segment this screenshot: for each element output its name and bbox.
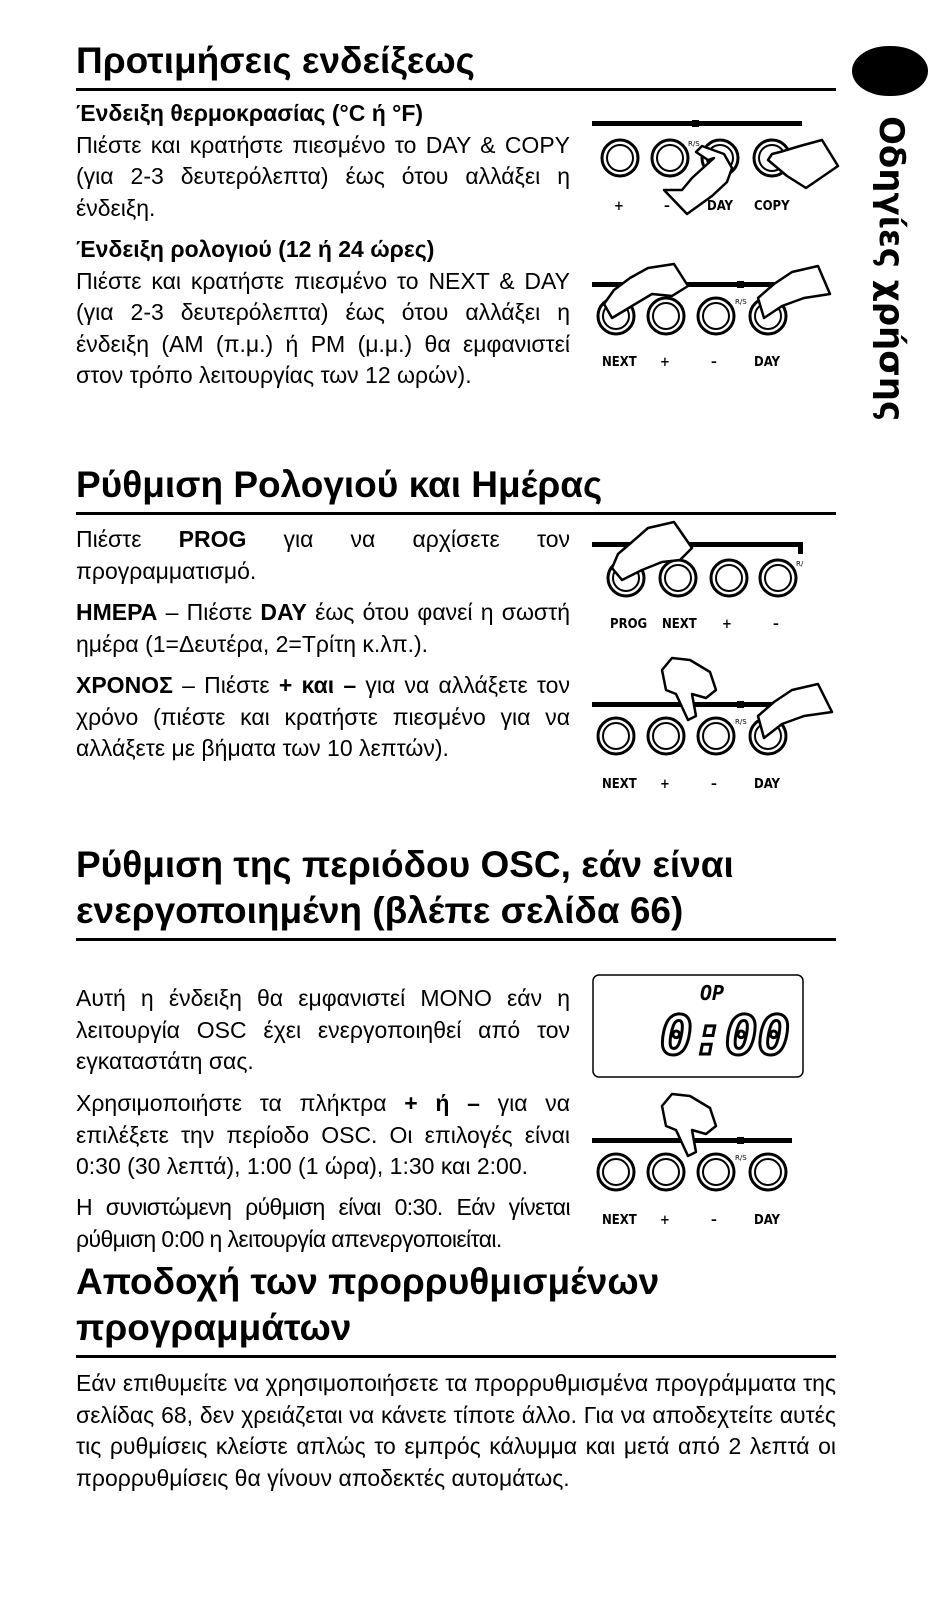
temperature-display-block [76,98,570,224]
plus-minus-keys: + ή – [404,1090,480,1116]
clock-display-heading: Ένδειξη ρολογιού (12 ή 24 ώρες) [76,236,435,262]
plus-minus-keys: + και – [278,672,357,698]
label-minus: – [711,777,717,792]
rs-label: R/S [735,718,747,726]
osc-paragraph-1: Αυτή η ένδειξη θα εμφανιστεί ΜΟΝΟ εάν η λειτουργία OSC έχει ενεργοποιηθεί από τον εγκαταστάτη σας. [76,985,570,1074]
temperature-display-heading: Ένδειξη θερμοκρασίας (°C ή °F) [76,100,424,126]
label-plus: + [660,355,670,370]
label-plus: + [722,617,732,632]
day-key-name: DAY [260,599,307,625]
side-tab-label: Οδηγίες χρήσης [871,116,911,422]
text: για να αλλάξετε τον χρόνο (πιέστε και κρατήστε πιεσμένο για να αλλάξετε με βήματα των 10 λεπτών). [76,672,570,761]
label-plus: + [660,777,670,792]
section-title-accept-presets: Αποδοχή των προρρυθμισμένων προγραμμάτων [76,1259,836,1358]
rs-label: R/S [688,140,700,148]
day-heading: ΗΜΕΡΑ [76,599,158,625]
section-title-clock-day: Ρύθμιση Ρολογιού και Ημέρας [76,462,836,515]
pointing-hand-icon [758,266,830,318]
pointing-hand-icon [662,1094,716,1156]
label-prog: PROG [610,617,648,632]
label-minus: – [773,617,779,632]
rs-label: R/S [735,298,747,306]
label-next: NEXT [602,1213,637,1228]
label-day: DAY [754,1213,780,1228]
label-minus: – [664,199,670,214]
pointing-hand-icon [662,658,716,720]
text: έως ότου φανεί η σωστή ημέρα (1=Δευτέρα, 2=Τρίτη κ.λπ.). [76,599,570,657]
time-heading: ΧΡΟΝΟΣ [76,672,173,698]
illustration-day-copy [592,118,842,218]
text: – Πιέστε [157,599,261,625]
lcd-time-text: 0:00 [660,1004,791,1067]
clock-display-block [76,234,570,392]
pointing-hand-icon [758,684,832,738]
label-next: NEXT [662,617,697,632]
accept-presets-paragraph: Εάν επιθυμείτε να χρησιμοποιήσετε τα προρρυθμισμένα προγράμματα της σελίδας 68, δεν χρειάζεται να κάνετε τίποτε άλλο. Για να αποδεχτείτε αυτές τις ρυθμίσεις κλείστε απλώς το εμπρός κάλυμμα και μετά από 2 λεπτά οι προρρυθμίσεις θα γίνουν αποδεκτές αυτομάτως. [76,1370,836,1491]
text: Πιέστε [76,526,179,552]
section-title-display-preferences: Προτιμήσεις ενδείξεως [76,38,836,91]
illustration-prog [592,520,832,635]
label-next: NEXT [602,777,637,792]
label-day: DAY [754,777,780,792]
temperature-display-text: Πιέστε και κρατήστε πιεσμένο το DAY & COPY (για 2-3 δευτερόλεπτα) έως ότου αλλάξει η ένδειξη. [76,131,570,221]
prog-key-name: PROG [178,526,247,552]
time-instruction [76,670,570,765]
label-day: DAY [754,355,780,370]
illustration-osc-display [592,974,842,1239]
day-instruction [76,597,570,660]
label-minus: – [711,1213,717,1228]
illustration-time [592,650,842,800]
side-tab-marker [852,46,928,96]
label-plus: + [614,199,624,214]
osc-paragraph-2 [76,1088,570,1183]
lcd-mode-text: OP [700,981,725,1005]
rs-label: R/ [796,560,804,568]
section-title-osc-period: Ρύθμιση της περιόδου OSC, εάν είναι ενεργοποιημένη (βλέπε σελίδα 66) [76,842,836,941]
label-copy: COPY [754,199,790,214]
text: για να αρχίσετε τον προγραμματισμό. [76,526,570,584]
illustration-next-day [592,262,842,372]
side-tab [868,116,914,422]
clock-display-text: Πιέστε και κρατήστε πιεσμένο το NEXT & DAY (για 2-3 δευτερόλεπτα) έως ότου αλλάξει η ένδειξη (AM (π.μ.) ή PM (μ.μ.) θα εμφανιστεί στον τρόπο λειτουργίας των 12 ωρών). [76,267,570,388]
label-minus: – [711,355,717,370]
text: Χρησιμοποιήστε τα πλήκτρα [76,1090,405,1116]
osc-paragraph-3: Η συνιστώμενη ρύθμιση είναι 0:30. Εάν γίνεται ρύθμιση 0:00 η λειτουργία απενεργοποιείται. [76,1194,570,1252]
prog-instruction [76,524,570,587]
label-next: NEXT [602,355,637,370]
text: – Πιέστε [172,672,279,698]
label-day: DAY [707,199,733,214]
label-plus: + [660,1213,670,1228]
text: για να επιλέξετε την περίοδο OSC. Οι επιλογές είναι 0:30 (30 λεπτά), 1:00 (1 ώρα), 1:30 και 2:00. [76,1090,570,1179]
rs-label: R/S [735,1154,747,1162]
